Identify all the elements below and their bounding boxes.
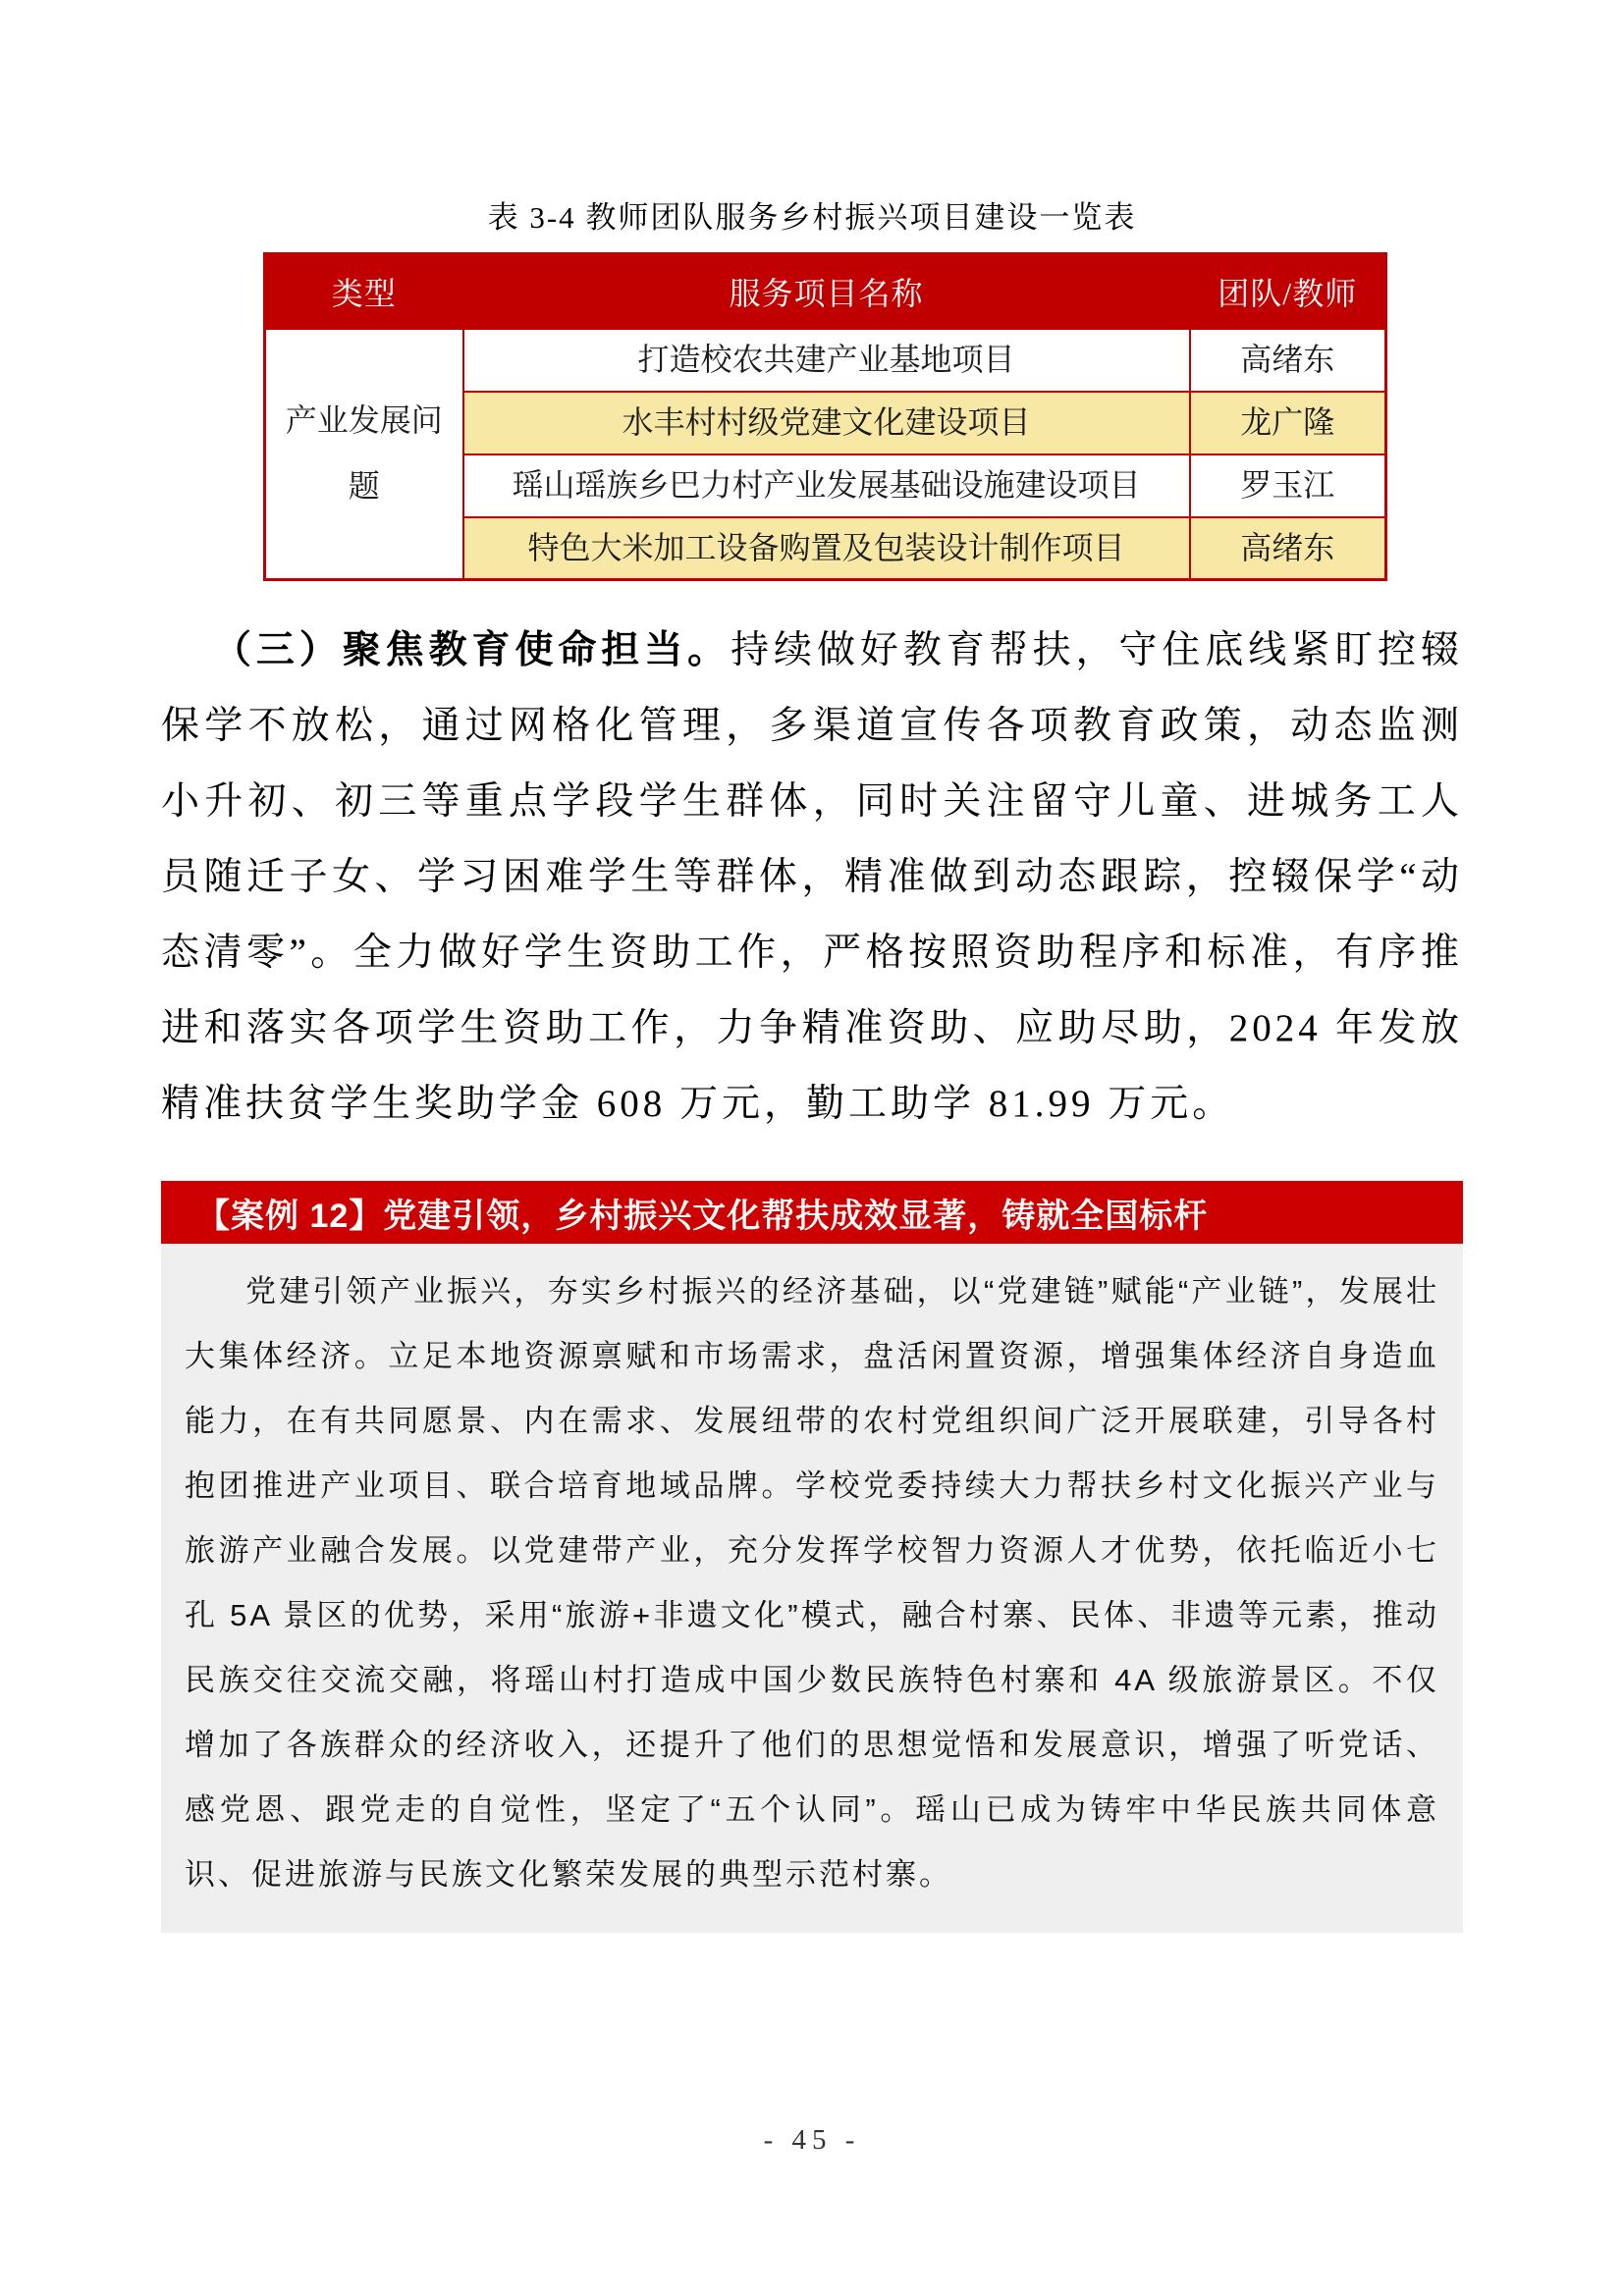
project-table xyxy=(263,252,1387,581)
header-cell-type: 类型 xyxy=(265,254,463,329)
paragraph-text: 持续做好教育帮扶，守住底线紧盯控辍保学不放松，通过网格化管理，多渠道宣传各项教育政策，动态监测小升初、初三等重点学段学生群体，同时关注留守儿童、进城务工人员随迁子女、学习困难学生等群体，精准做到动态跟踪，控辍保学“动态清零”。全力做好学生资助工作，严格按照资助程序和标准，有序推进和落实各项学生资助工作，力争精准资助、应助尽助，2024 年发放精准扶贫学生奖助学金 608 万元，勤工助学 81.99 万元。 xyxy=(161,629,1463,1125)
paragraph-lead: （三）聚焦教育使命担当。 xyxy=(212,629,731,671)
table-caption: 表 3-4 教师团队服务乡村振兴项目建设一览表 xyxy=(487,200,1137,235)
teacher-cell: 高绪东 xyxy=(1190,517,1386,580)
page-number: - 45 - xyxy=(763,2124,861,2156)
header-cell-teacher: 团队/教师 xyxy=(1190,254,1386,329)
teacher-cell: 罗玉江 xyxy=(1190,454,1386,517)
case-body-text: 党建引领产业振兴，夯实乡村振兴的经济基础，以“党建链”赋能“产业链”，发展壮大集体经济。立足本地资源禀赋和市场需求，盘活闲置资源，增强集体经济自身造血能力，在有共同愿景、内在需求、发展纽带的农村党组织间广泛开展联建，引导各村抱团推进产业项目、联合培育地域品牌。学校党委持续大力帮扶乡村文化振兴产业与旅游产业融合发展。以党建带产业，充分发挥学校智力资源人才优势，依托临近小七孔 5A 景区的优势，采用“旅游+非遗文化”模式，融合村寨、民体、非遗等元素，推动民族交往交流交融，将瑶山村打造成中国少数民族特色村寨和 4A 级旅游景区。不仅增加了各族群众的经济收入，还提升了他们的思想觉悟和发展意识，增强了听党话、感党恩、跟党走的自觉性，坚定了“五个认同”。瑶山已成为铸牢中华民族共同体意识、促进旅游与民族文化繁荣发展的典型示范村寨。 xyxy=(185,1274,1439,1892)
table-header-row xyxy=(265,254,1386,329)
project-cell: 打造校农共建产业基地项目 xyxy=(463,329,1190,392)
table-row xyxy=(265,329,1386,392)
teacher-cell: 高绪东 xyxy=(1190,329,1386,392)
teacher-cell: 龙广隆 xyxy=(1190,392,1386,454)
type-span-cell: 产业发展问题 xyxy=(265,329,463,580)
project-cell: 特色大米加工设备购置及包装设计制作项目 xyxy=(463,517,1190,580)
case-banner xyxy=(161,1181,1463,1244)
header-cell-project: 服务项目名称 xyxy=(463,254,1190,329)
project-cell: 水丰村村级党建文化建设项目 xyxy=(463,392,1190,454)
case-banner-title: 【案例 12】党建引领，乡村振兴文化帮扶成效显著，铸就全国标杆 xyxy=(196,1197,1209,1235)
body-paragraph xyxy=(161,613,1463,1142)
case-body-section xyxy=(161,1244,1463,1933)
project-cell: 瑶山瑶族乡巴力村产业发展基础设施建设项目 xyxy=(463,454,1190,517)
